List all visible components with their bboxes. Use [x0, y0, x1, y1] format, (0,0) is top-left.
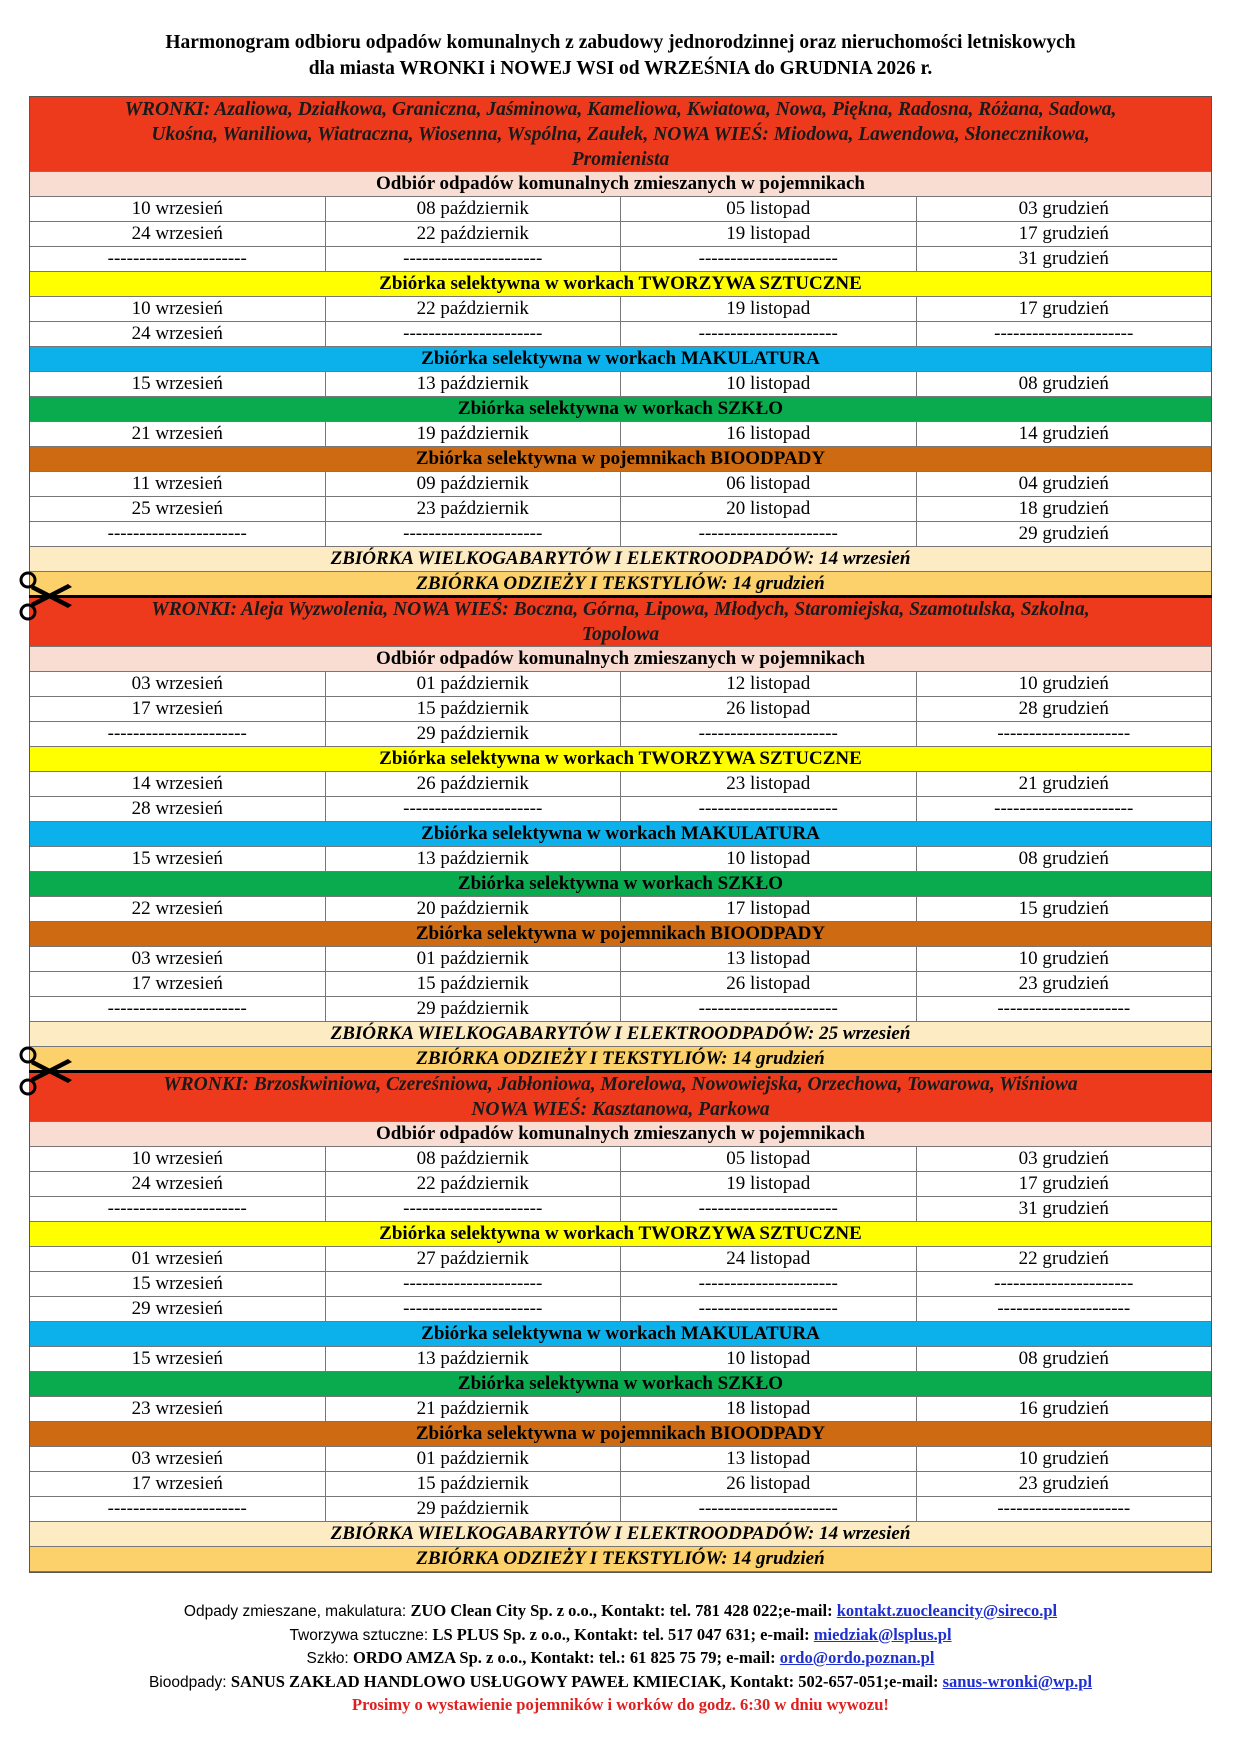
date-cell: ----------------------	[326, 797, 622, 821]
date-cell: 17 grudzień	[1018, 298, 1109, 319]
footer-contacts	[0, 1600, 1241, 1717]
date-cell: 29 wrzesień	[30, 1297, 326, 1321]
date-row	[30, 847, 1211, 872]
date-cell: 29 październik	[326, 722, 622, 746]
category-band-mixed: Odbiór odpadów komunalnych zmieszanych w pojemnikach	[30, 172, 1211, 197]
date-cell: ---------------------	[997, 998, 1131, 1019]
date-cell: 05 listopad	[621, 1147, 917, 1171]
date-cell: ----------------------	[30, 722, 326, 746]
date-cell: 10 listopad	[621, 847, 917, 871]
date-cell: 23 listopad	[621, 772, 917, 796]
date-cell: ----------------------	[621, 522, 917, 546]
date-cell: ----------------------	[30, 1197, 326, 1221]
textile-band: ZBIÓRKA ODZIEŻY I TEKSTYLIÓW: 14 grudzień	[30, 1547, 1211, 1572]
date-cell: 03 wrzesień	[30, 1447, 326, 1471]
date-cell: ----------------------	[326, 1297, 622, 1321]
scissors-icon	[14, 1046, 74, 1096]
date-cell: ---------------------	[997, 723, 1131, 744]
date-cell: 20 październik	[326, 897, 622, 921]
date-cell: 15 grudzień	[1018, 898, 1109, 919]
date-row	[30, 772, 1211, 797]
date-cell: ----------------------	[30, 997, 326, 1021]
date-cell: ----------------------	[326, 1272, 622, 1296]
date-row	[30, 247, 1211, 272]
date-cell: 31 grudzień	[1018, 248, 1109, 269]
date-cell: ----------------------	[994, 323, 1134, 344]
category-band-mixed: Odbiór odpadów komunalnych zmieszanych w pojemnikach	[30, 647, 1211, 672]
category-band-mixed: Odbiór odpadów komunalnych zmieszanych w pojemnikach	[30, 1122, 1211, 1147]
area-header	[30, 1072, 1211, 1122]
date-cell: 10 listopad	[621, 1347, 917, 1371]
textile-band: ZBIÓRKA ODZIEŻY I TEKSTYLIÓW: 14 grudzień	[30, 572, 1211, 597]
category-band-paper: Zbiórka selektywna w workach MAKULATURA	[30, 1322, 1211, 1347]
date-cell: 15 wrzesień	[30, 847, 326, 871]
area-header-line: WRONKI: Aleja Wyzwolenia, NOWA WIEŚ: Boczna, Górna, Lipowa, Młodych, Staromiejska, Szamotulska, Szkolna,	[151, 599, 1090, 620]
date-cell: 10 wrzesień	[30, 1147, 326, 1171]
date-cell: 24 wrzesień	[30, 1172, 326, 1196]
textile-band: ZBIÓRKA ODZIEŻY I TEKSTYLIÓW: 14 grudzień	[30, 1047, 1211, 1072]
date-cell: 03 grudzień	[1018, 198, 1109, 219]
date-row	[30, 497, 1211, 522]
date-cell: 17 wrzesień	[30, 697, 326, 721]
date-cell: 26 październik	[326, 772, 622, 796]
date-cell: 21 październik	[326, 1397, 622, 1421]
title-line-2: dla miasta WRONKI i NOWEJ WSI od WRZEŚNIA do GRUDNIA 2026 r.	[308, 58, 933, 79]
date-cell: 10 listopad	[621, 372, 917, 396]
date-cell: 18 listopad	[621, 1397, 917, 1421]
date-cell: 10 grudzień	[1018, 1448, 1109, 1469]
date-row	[30, 522, 1211, 547]
date-cell: 26 listopad	[621, 1472, 917, 1496]
footer-line	[0, 1647, 1241, 1671]
schedule-table	[29, 96, 1212, 1573]
date-cell: 11 wrzesień	[30, 472, 326, 496]
area-header-line: Ukośna, Waniliowa, Wiatraczna, Wiosenna, Wspólna, Zaułek, NOWA WIEŚ: Miodowa, Lawendowa, Słonecznikowa,	[151, 124, 1090, 145]
date-row	[30, 672, 1211, 697]
date-cell: 21 grudzień	[1018, 773, 1109, 794]
date-cell: 17 grudzień	[1018, 223, 1109, 244]
date-cell: 16 grudzień	[1018, 1398, 1109, 1419]
date-cell: 22 wrzesień	[30, 897, 326, 921]
date-cell: 29 październik	[326, 1497, 622, 1521]
date-row	[30, 1147, 1211, 1172]
date-cell: 19 listopad	[621, 222, 917, 246]
category-band-paper: Zbiórka selektywna w workach MAKULATURA	[30, 822, 1211, 847]
date-cell: 13 listopad	[621, 1447, 917, 1471]
date-cell: 03 wrzesień	[30, 672, 326, 696]
date-cell: 14 wrzesień	[30, 772, 326, 796]
category-band-glass: Zbiórka selektywna w workach SZKŁO	[30, 397, 1211, 422]
date-cell: 10 wrzesień	[30, 297, 326, 321]
date-row	[30, 1247, 1211, 1272]
area-header-line: Topolowa	[581, 624, 660, 645]
category-band-bio: Zbiórka selektywna w pojemnikach BIOODPADY	[30, 922, 1211, 947]
date-row	[30, 1472, 1211, 1497]
date-row	[30, 297, 1211, 322]
date-cell: 01 październik	[326, 947, 622, 971]
date-cell: 13 listopad	[621, 947, 917, 971]
date-cell: 29 grudzień	[1018, 523, 1109, 544]
date-cell: 13 październik	[326, 847, 622, 871]
date-cell: 28 grudzień	[1018, 698, 1109, 719]
date-cell: 23 grudzień	[1018, 1473, 1109, 1494]
document-title	[0, 30, 1241, 82]
date-cell: 08 grudzień	[1018, 373, 1109, 394]
date-row	[30, 1397, 1211, 1422]
date-cell: 12 listopad	[621, 672, 917, 696]
date-cell: ----------------------	[621, 1197, 917, 1221]
date-cell: ----------------------	[994, 798, 1134, 819]
date-cell: ----------------------	[621, 1497, 917, 1521]
date-row	[30, 1497, 1211, 1522]
date-cell: ----------------------	[326, 247, 622, 271]
footer-prefix: Tworzywa sztuczne:	[289, 1626, 433, 1644]
footer-prefix: Bioodpady:	[148, 1673, 231, 1691]
bulky-waste-band: ZBIÓRKA WIELKOGABARYTÓW I ELEKTROODPADÓW: 14 wrzesień	[30, 547, 1211, 572]
date-cell: 16 listopad	[621, 422, 917, 446]
date-cell: ----------------------	[30, 247, 326, 271]
area-header-line: Promienista	[571, 149, 670, 170]
scissors-icon	[14, 571, 74, 621]
area-header	[30, 97, 1211, 172]
category-band-bio: Zbiórka selektywna w pojemnikach BIOODPADY	[30, 447, 1211, 472]
footer-company: ORDO AMZA Sp. z o.o., Kontakt: tel.: 61 825 75 79; e-mail:	[353, 1648, 780, 1667]
date-cell: 08 październik	[326, 197, 622, 221]
date-row	[30, 697, 1211, 722]
date-cell: 17 wrzesień	[30, 972, 326, 996]
date-cell: 18 grudzień	[1018, 498, 1109, 519]
footer-company: ZUO Clean City Sp. z o.o., Kontakt: tel. 781 428 022;e-mail:	[410, 1601, 837, 1620]
date-cell: 31 grudzień	[1018, 1198, 1109, 1219]
date-cell: ---------------------	[997, 1298, 1131, 1319]
category-band-plastic: Zbiórka selektywna w workach TWORZYWA SZTUCZNE	[30, 747, 1211, 772]
date-cell: 20 listopad	[621, 497, 917, 521]
date-cell: 15 październik	[326, 972, 622, 996]
date-cell: 21 wrzesień	[30, 422, 326, 446]
category-band-bio: Zbiórka selektywna w pojemnikach BIOODPADY	[30, 1422, 1211, 1447]
date-row	[30, 1272, 1211, 1297]
date-row	[30, 197, 1211, 222]
footer-email-link[interactable]: kontakt.zuocleancity@sireco.pl	[836, 1601, 1058, 1620]
date-row	[30, 972, 1211, 997]
date-cell: 25 wrzesień	[30, 497, 326, 521]
date-cell: 26 listopad	[621, 697, 917, 721]
category-band-paper: Zbiórka selektywna w workach MAKULATURA	[30, 347, 1211, 372]
date-cell: 08 październik	[326, 1147, 622, 1171]
date-cell: 15 wrzesień	[30, 1272, 326, 1296]
date-cell: 19 listopad	[621, 297, 917, 321]
date-cell: 08 grudzień	[1018, 1348, 1109, 1369]
date-cell: 01 wrzesień	[30, 1247, 326, 1271]
date-cell: ----------------------	[621, 997, 917, 1021]
date-cell: 17 wrzesień	[30, 1472, 326, 1496]
title-line-1: Harmonogram odbioru odpadów komunalnych z zabudowy jednorodzinnej oraz nieruchomości letniskowych	[165, 32, 1076, 53]
date-cell: 23 wrzesień	[30, 1397, 326, 1421]
footer-email-link[interactable]: sanus-wronki@wp.pl	[942, 1671, 1093, 1691]
date-cell: 10 wrzesień	[30, 197, 326, 221]
date-cell: 17 grudzień	[1018, 1173, 1109, 1194]
date-cell: ----------------------	[621, 247, 917, 271]
date-cell: ----------------------	[326, 1197, 622, 1221]
date-row	[30, 897, 1211, 922]
date-row	[30, 1447, 1211, 1472]
cut-line	[29, 595, 1212, 598]
date-cell: 01 październik	[326, 672, 622, 696]
date-cell: 19 listopad	[621, 1172, 917, 1196]
date-cell: 13 październik	[326, 372, 622, 396]
footer-line	[0, 1624, 1241, 1648]
category-band-glass: Zbiórka selektywna w workach SZKŁO	[30, 872, 1211, 897]
date-cell: 01 październik	[326, 1447, 622, 1471]
date-cell: 10 grudzień	[1018, 673, 1109, 694]
date-cell: 13 październik	[326, 1347, 622, 1371]
footer-prefix: Odpady zmieszane, makulatura:	[183, 1603, 411, 1620]
date-cell: ---------------------	[997, 1498, 1131, 1519]
date-cell: 15 październik	[326, 1472, 622, 1496]
date-cell: ----------------------	[621, 797, 917, 821]
date-cell: 22 październik	[326, 297, 622, 321]
date-row	[30, 947, 1211, 972]
date-cell: 15 wrzesień	[30, 372, 326, 396]
date-row	[30, 1297, 1211, 1322]
date-cell: ----------------------	[30, 522, 326, 546]
date-cell: ----------------------	[621, 722, 917, 746]
footer-company: SANUS ZAKŁAD HANDLOWO USŁUGOWY PAWEŁ KMIECIAK, Kontakt: 502-657-051;e-mail:	[230, 1671, 943, 1691]
date-row	[30, 222, 1211, 247]
area-header-line: WRONKI: Azaliowa, Działkowa, Graniczna, Jaśminowa, Kameliowa, Kwiatowa, Nowa, Piękna, Radosna, Różana, Sadowa,	[124, 99, 1117, 120]
date-row	[30, 322, 1211, 347]
date-row	[30, 722, 1211, 747]
date-cell: 27 październik	[326, 1247, 622, 1271]
date-cell: 19 październik	[326, 422, 622, 446]
date-cell: 24 wrzesień	[30, 222, 326, 246]
footer-email-link[interactable]: ordo@ordo.poznan.pl	[779, 1648, 935, 1667]
date-cell: 08 grudzień	[1018, 848, 1109, 869]
date-cell: 15 wrzesień	[30, 1347, 326, 1371]
date-cell: 03 grudzień	[1018, 1148, 1109, 1169]
date-cell: 06 listopad	[621, 472, 917, 496]
date-row	[30, 1197, 1211, 1222]
footer-line	[0, 1600, 1241, 1624]
date-cell: 24 wrzesień	[30, 322, 326, 346]
date-row	[30, 472, 1211, 497]
category-band-glass: Zbiórka selektywna w workach SZKŁO	[30, 1372, 1211, 1397]
footer-prefix: Szkło:	[306, 1650, 354, 1667]
area-header-line: WRONKI: Brzoskwiniowa, Czereśniowa, Jabłoniowa, Morelowa, Nowowiejska, Orzechowa, Towarowa, Wiśniowa	[163, 1074, 1078, 1095]
date-cell: 22 październik	[326, 222, 622, 246]
cut-line	[29, 1070, 1212, 1073]
date-cell: 26 listopad	[621, 972, 917, 996]
category-band-plastic: Zbiórka selektywna w workach TWORZYWA SZTUCZNE	[30, 1222, 1211, 1247]
date-cell: ----------------------	[621, 1297, 917, 1321]
date-row	[30, 797, 1211, 822]
area-header-line: NOWA WIEŚ: Kasztanowa, Parkowa	[471, 1099, 770, 1120]
date-cell: 22 grudzień	[1018, 1248, 1109, 1269]
date-cell: 17 listopad	[621, 897, 917, 921]
date-cell: 04 grudzień	[1018, 473, 1109, 494]
date-cell: ----------------------	[994, 1273, 1134, 1294]
date-row	[30, 1347, 1211, 1372]
bulky-waste-band: ZBIÓRKA WIELKOGABARYTÓW I ELEKTROODPADÓW: 25 wrzesień	[30, 1022, 1211, 1047]
date-cell: 24 listopad	[621, 1247, 917, 1271]
date-cell: 29 październik	[326, 997, 622, 1021]
date-cell: 23 grudzień	[1018, 973, 1109, 994]
date-cell: 14 grudzień	[1018, 423, 1109, 444]
bulky-waste-band: ZBIÓRKA WIELKOGABARYTÓW I ELEKTROODPADÓW: 14 wrzesień	[30, 1522, 1211, 1547]
footer-company: LS PLUS Sp. z o.o., Kontakt: tel. 517 047 631; e-mail:	[432, 1624, 814, 1644]
date-cell: 22 październik	[326, 1172, 622, 1196]
area-header	[30, 597, 1211, 647]
date-cell: 03 wrzesień	[30, 947, 326, 971]
date-cell: ----------------------	[30, 1497, 326, 1521]
date-row	[30, 997, 1211, 1022]
date-row	[30, 422, 1211, 447]
date-cell: ----------------------	[326, 322, 622, 346]
date-row	[30, 372, 1211, 397]
date-cell: 23 październik	[326, 497, 622, 521]
date-cell: ----------------------	[621, 322, 917, 346]
date-row	[30, 1172, 1211, 1197]
footer-line	[0, 1671, 1241, 1695]
date-cell: 15 październik	[326, 697, 622, 721]
date-cell: 28 wrzesień	[30, 797, 326, 821]
date-cell: 05 listopad	[621, 197, 917, 221]
category-band-plastic: Zbiórka selektywna w workach TWORZYWA SZTUCZNE	[30, 272, 1211, 297]
footer-notice: Prosimy o wystawienie pojemników i worków do godz. 6:30 w dniu wywozu!	[352, 1695, 889, 1714]
date-cell: 10 grudzień	[1018, 948, 1109, 969]
date-cell: ----------------------	[326, 522, 622, 546]
date-cell: ----------------------	[621, 1272, 917, 1296]
footer-email-link[interactable]: miedziak@lsplus.pl	[813, 1624, 952, 1644]
date-cell: 09 październik	[326, 472, 622, 496]
